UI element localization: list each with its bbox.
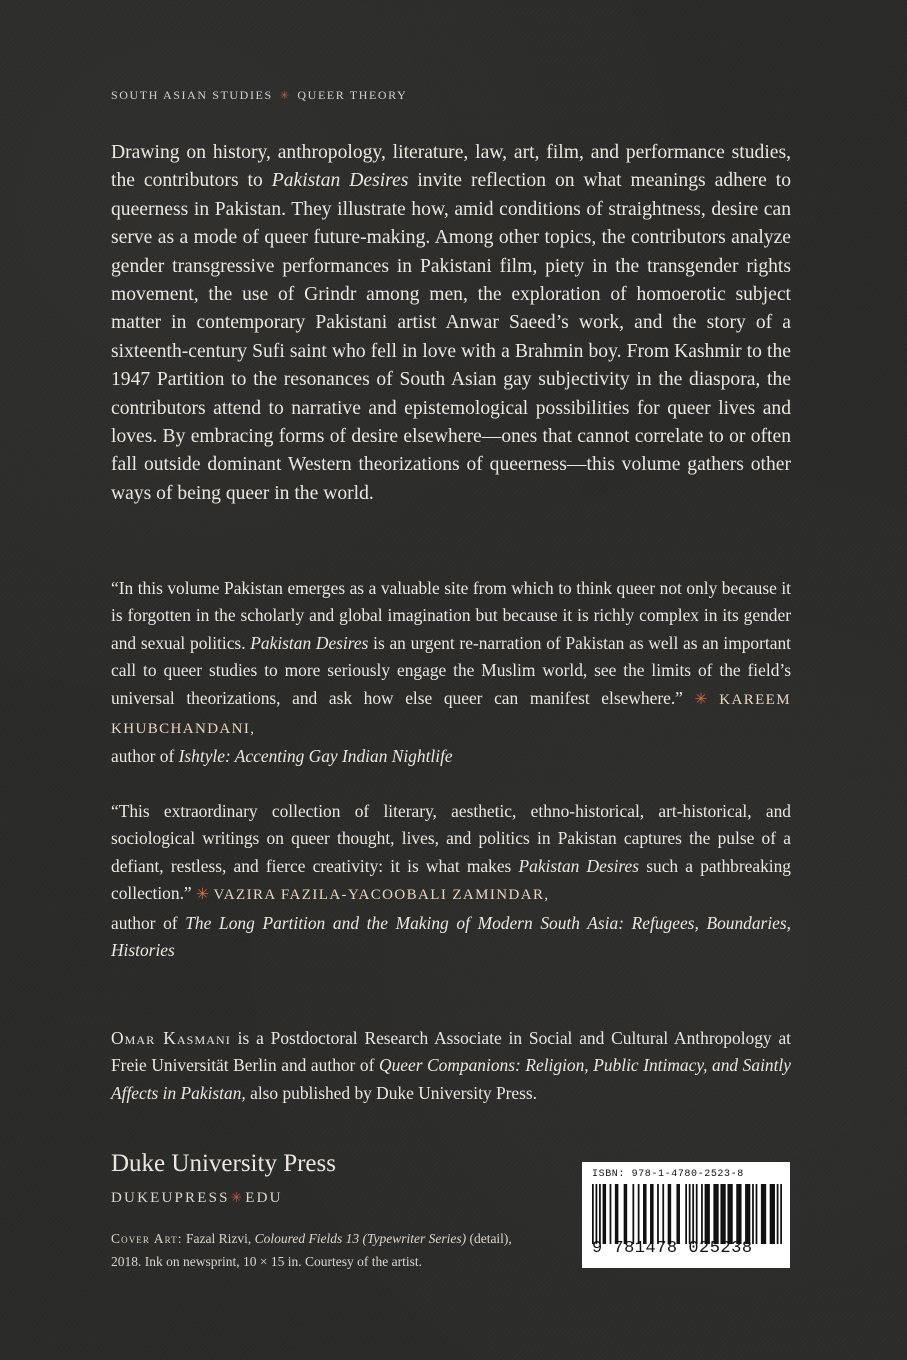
- book-title-italic: Pakistan Desires: [271, 170, 409, 192]
- barcode-bar: [756, 1184, 758, 1244]
- barcode-bar: [727, 1184, 732, 1244]
- quote-2-affiliation: author of: [111, 912, 186, 933]
- publisher-website: [111, 1190, 283, 1207]
- cover-art-artist: Fazal Rizvi,: [182, 1231, 255, 1246]
- asterisk-separator-icon: ✳: [694, 690, 708, 708]
- website-part-1: DUKEUPRESS: [111, 1190, 230, 1206]
- cover-art-label: Cover Art:: [111, 1231, 183, 1246]
- barcode-bar: [624, 1184, 628, 1244]
- quote-2-text-rest: such a pathbreaking collection.”: [111, 855, 791, 904]
- barcode-bar: [692, 1184, 694, 1244]
- isbn-label: ISBN: 978-1-4780-2523-8: [592, 1169, 744, 1180]
- barcode-bar: [701, 1184, 703, 1244]
- barcode-bar: [615, 1184, 619, 1244]
- barcode-bar: [610, 1184, 612, 1244]
- barcode-bar: [599, 1184, 601, 1244]
- barcode-bar: [777, 1184, 779, 1244]
- category-south-asian-studies: SOUTH ASIAN STUDIES: [111, 88, 273, 102]
- barcode-bar: [657, 1184, 659, 1244]
- barcode-bar: [752, 1184, 754, 1244]
- barcode-bar: [643, 1184, 647, 1244]
- barcode-bar: [745, 1184, 750, 1244]
- book-description: [111, 139, 791, 508]
- quote-1-affiliation: author of: [111, 746, 179, 767]
- barcode-bar: [668, 1184, 672, 1244]
- publisher-name: Duke University Press: [111, 1150, 336, 1177]
- quote-2-endorser-book: The Long Partition and the Making of Modern South Asia: Refugees, Boundaries, Histories: [111, 912, 791, 961]
- quote-1-book-title: Pakistan Desires: [250, 632, 369, 653]
- barcode-bar: [685, 1184, 687, 1244]
- barcode-bar: [689, 1184, 691, 1244]
- barcode-digits: 9 781478 025238: [592, 1239, 753, 1258]
- isbn-barcode: [582, 1162, 790, 1268]
- description-text-start: Drawing on history, anthropology, literature, law, art, film, and performance studies, the contributors to: [111, 142, 791, 192]
- barcode-bar: [592, 1184, 594, 1244]
- barcode-bars: [592, 1184, 782, 1244]
- cover-art-work-title: Coloured Fields 13 (Typewriter Series): [254, 1231, 467, 1246]
- asterisk-separator-icon: ✳: [196, 886, 210, 904]
- quote-1-endorser: KAREEM KHUBCHANDANI,: [111, 691, 791, 738]
- asterisk-separator-icon: ✳: [279, 90, 291, 102]
- quote-1-text-rest: is an urgent re-narration of Pakistan as well as an important call to queer studies to more seriously engage the Muslim world, see the limits of the field’s universal theorizations, and ask how else queer can manifest elsewhere.”: [111, 632, 791, 708]
- endorsement-quote-1: [111, 575, 791, 771]
- barcode-bar: [662, 1184, 664, 1244]
- barcode-bar: [638, 1184, 640, 1244]
- quote-2-endorser: VAZIRA FAZILA-YACOOBALI ZAMINDAR,: [213, 887, 550, 904]
- cover-art-credit: [111, 1227, 541, 1273]
- barcode-bar: [736, 1184, 741, 1244]
- bio-other-book: Queer Companions: Religion, Public Intimacy, and Saintly Affects in Pakistan,: [111, 1055, 791, 1103]
- subject-category-line: [111, 88, 407, 103]
- editor-name: Omar Kasmani: [111, 1028, 231, 1048]
- endorsement-quote-2: [111, 798, 791, 964]
- website-part-2: EDU: [245, 1190, 283, 1206]
- barcode-bar: [603, 1184, 607, 1244]
- barcode-bar: [780, 1184, 782, 1244]
- quote-2-book-title: Pakistan Desires: [518, 855, 640, 876]
- cover-content: [111, 0, 791, 1360]
- barcode-bar: [696, 1184, 698, 1244]
- asterisk-separator-icon: ✳: [230, 1190, 245, 1205]
- barcode-bar: [596, 1184, 598, 1244]
- quote-2-text-start: “This extraordinary collection of literary, aesthetic, ethno-historical, art-historical, and sociological writings on queer thought, lives, and politics in Pakistan captures the pulse of a defiant, restless, and fierce creativity: it is what makes: [111, 801, 791, 876]
- editor-bio: [111, 1025, 791, 1107]
- quote-1-endorser-book: Ishtyle: Accenting Gay Indian Nightlife: [178, 746, 453, 767]
- bio-text-rest: also published by Duke University Press.: [245, 1082, 538, 1103]
- barcode-bar: [632, 1184, 634, 1244]
- barcode-bar: [720, 1184, 725, 1244]
- barcode-bar: [770, 1184, 775, 1244]
- category-queer-theory: QUEER THEORY: [297, 88, 408, 102]
- barcode-bar: [676, 1184, 680, 1244]
- description-text-rest: invite reflection on what meanings adhere to queerness in Pakistan. They illustrate how, amid conditions of straightness, desire can serve as a mode of queer future-making. Among other topics, the contributors analyze gender transgressive performances in Pakistani film, piety in the transgender rights movement, the use of Grindr among men, the exploration of homoerotic subject matter in contemporary Pakistani artist Anwar Saeed’s work, and the story of a sixteenth-century Sufi saint who fell in love with a Brahmin boy. From Kashmir to the 1947 Partition to the resonances of South Asian gay subjectivity in the diaspora, the contributors attend to narrative and epistemological possibilities for queer lives and loves. By embracing forms of desire elsewhere—ones that cannot correlate to or often fall outside dominant Western theorizations of queerness—this volume gathers other ways of being queer in the world.: [111, 170, 792, 504]
- barcode-bar: [761, 1184, 766, 1244]
- bio-text-start: is a Postdoctoral Research Associate in Social and Cultural Anthropology at Freie Universität Berlin and author of: [111, 1028, 792, 1076]
- barcode-bar: [705, 1184, 710, 1244]
- quote-1-text-start: “In this volume Pakistan emerges as a valuable site from which to think queer not only because it is forgotten in the scholarly and global imagination but because it is richly complex in its gender and sexual politics.: [111, 578, 791, 653]
- barcode-bar: [713, 1184, 718, 1244]
- cover-art-details: (detail), 2018. Ink on newsprint, 10 × 15 in. Courtesy of the artist.: [111, 1231, 512, 1269]
- barcode-bar: [650, 1184, 654, 1244]
